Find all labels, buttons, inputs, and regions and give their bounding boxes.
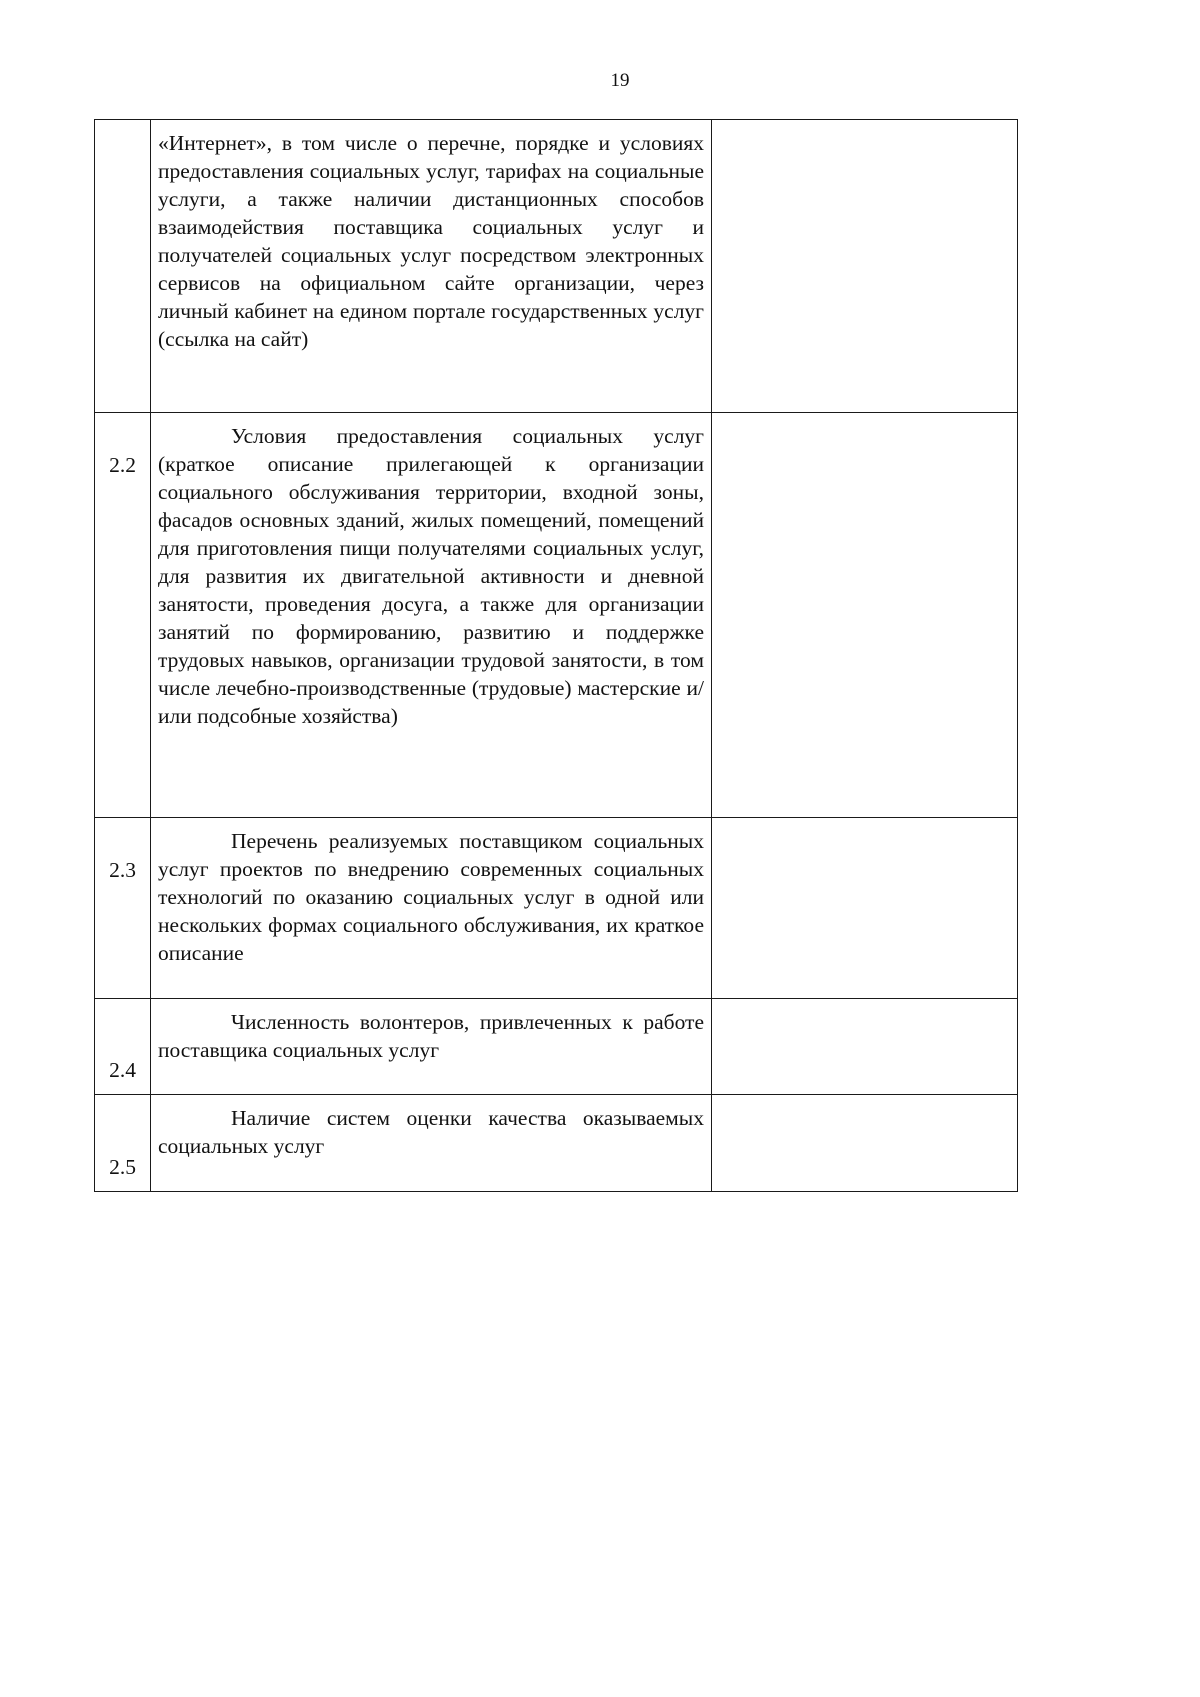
row-number-cell [95,120,151,413]
row-description-cell [151,120,712,413]
row-number-cell [95,999,151,1095]
row-description: Перечень реализуемых поставщиком социальных услуг проектов по внедрению современных социальных технологий по оказанию социальных услуг в одной или нескольких формах социального обслуживания, их краткое описание [158,829,704,965]
row-number: 2.3 [109,858,136,882]
row-description-cell [151,1095,712,1192]
row-description: Наличие систем оценки качества оказываемых социальных услуг [158,1106,704,1158]
row-value-cell [712,818,1018,999]
page-number: 19 [610,70,630,91]
row-value-cell [712,120,1018,413]
table-row [95,120,1018,413]
row-description-cell [151,413,712,818]
row-description-cell [151,818,712,999]
table-row [95,1095,1018,1192]
row-description: Условия предоставления социальных услуг (краткое описание прилегающей к организации социального обслуживания территории, входной зоны, фасадов основных зданий, жилых помещений, помещений для приготовления пищи получателями социальных услуг, для развития их двигательной активности и дневной занятости, проведения досуга, а также для организации занятий по формированию, развитию и поддержке трудовых навыков, организации трудовой занятости, в том числе лечебно-производственные (трудовые) мастерские и/или подсобные хозяйства) [158,424,704,728]
row-number-cell [95,413,151,818]
row-number-cell [95,818,151,999]
row-value-cell [712,413,1018,818]
table-row [95,818,1018,999]
row-number-cell [95,1095,151,1192]
row-number: 2.4 [109,1058,136,1082]
criteria-table [94,119,1018,1192]
table-row [95,999,1018,1095]
table-row [95,413,1018,818]
row-description: Численность волонтеров, привлеченных к работе поставщика социальных услуг [158,1010,704,1062]
row-description: «Интернет», в том числе о перечне, порядке и условиях предоставления социальных услуг, тарифах на социальные услуги, а также наличии дистанционных способов взаимодействия поставщика социальных услуг и получателей социальных услуг посредством электронных сервисов на официальном сайте организации, через личный кабинет на едином портале государственных услуг (ссылка на сайт) [158,131,704,351]
row-number: 2.5 [109,1155,136,1179]
row-value-cell [712,999,1018,1095]
row-description-cell [151,999,712,1095]
row-number: 2.2 [109,453,136,477]
row-value-cell [712,1095,1018,1192]
